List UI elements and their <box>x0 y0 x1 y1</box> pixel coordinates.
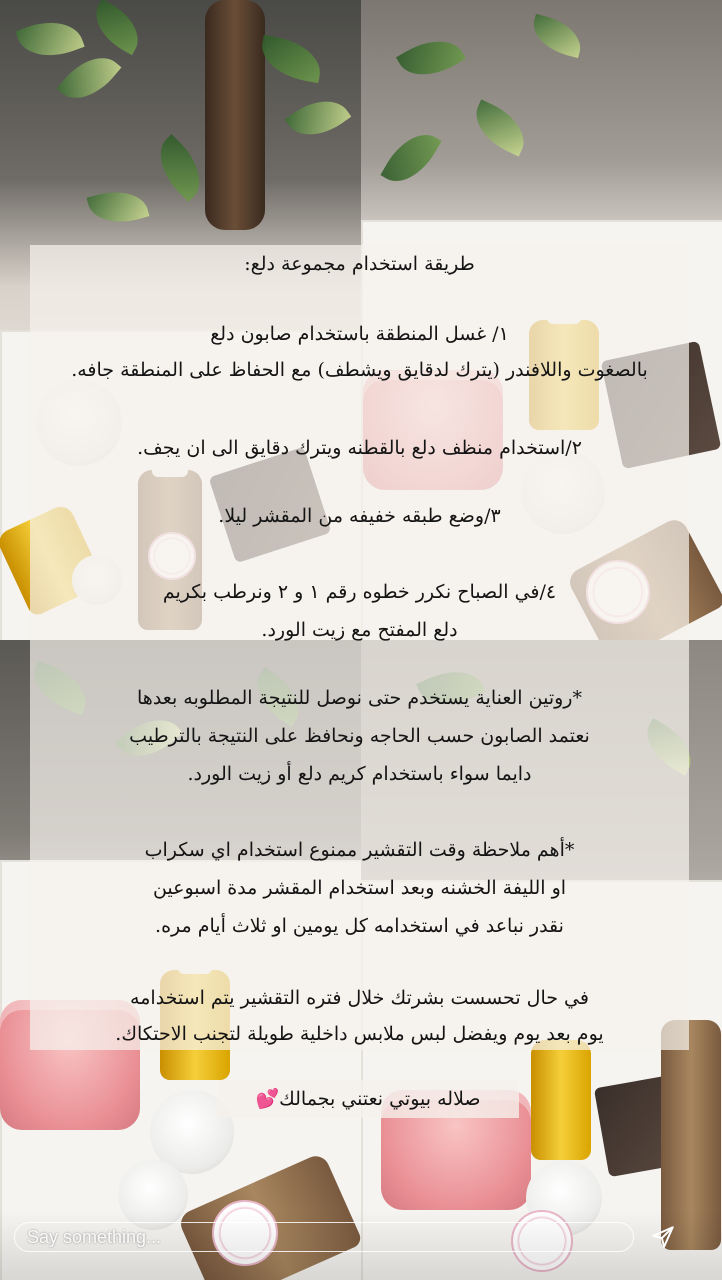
leaf <box>87 183 150 230</box>
step-1-line-2: بالصغوت واللافندر (يترك لدقايق ويشطف) مع الحفاظ على المنطقة جافه. <box>71 359 648 381</box>
leaf <box>380 123 441 193</box>
note-exfoliation-line-1: *أهم ملاحظة وقت التقشير ممنوع استخدام اي سكراب <box>144 839 575 861</box>
note-exfoliation-line-2: او الليفة الخشنه وبعد استخدام المقشر مدة اسبوعين <box>152 877 567 899</box>
reply-input[interactable] <box>14 1222 634 1252</box>
reply-placeholder: Say something... <box>27 1227 162 1247</box>
plant-trunk <box>205 0 265 230</box>
step-1-line-1: ١/ غسل المنطقة باستخدام صابون دلع <box>210 323 509 345</box>
signature-text: صلاله بيوتي نعتني بجمالك <box>279 1088 481 1110</box>
note-routine-line-2: نعتمد الصابون حسب الحاجه ونحافظ على النتيجة بالترطيب <box>129 725 590 747</box>
note-exfoliation-line-3: نقدر نباعد في استخدامه كل يومين او ثلاث أيام مره. <box>155 915 564 937</box>
leaf <box>15 11 84 67</box>
leaf <box>528 14 587 58</box>
heart-emoji: 💕 <box>255 1088 280 1110</box>
brand-signature <box>217 1080 519 1118</box>
send-icon[interactable] <box>650 1224 676 1250</box>
note-routine-line-3: دايما سواء باستخدام كريم دلع أو زيت الورد. <box>187 763 532 785</box>
step-4-line-2: دلع المفتح مع زيت الورد. <box>261 619 458 641</box>
leaf <box>396 27 466 88</box>
note-sensitivity-line-1: في حال تحسست بشرتك خلال فتره التقشير يتم استخدامه <box>130 987 589 1009</box>
leaf <box>285 87 352 149</box>
step-3: ٣/وضع طبقه خفيفه من المقشر ليلا. <box>218 505 501 527</box>
leaf <box>146 134 214 202</box>
step-4-line-1: ٤/في الصباح نكرر خطوه رقم ١ و ٢ ونرطب بكريم <box>162 581 557 603</box>
leaf <box>466 99 534 156</box>
instructions-title: طريقة استخدام مجموعة دلع: <box>244 253 475 275</box>
instructions-overlay <box>30 245 689 1050</box>
leaf <box>85 0 149 55</box>
note-sensitivity-line-2: يوم بعد يوم ويفضل لبس ملابس داخلية طويلة لتجنب الاحتكاك. <box>115 1023 604 1045</box>
story-reply-bar <box>0 1210 722 1280</box>
step-2: ٢/استخدام منظف دلع بالقطنه ويترك دقايق الى ان يجف. <box>137 437 582 459</box>
leaf <box>257 35 325 83</box>
oil-bottle <box>531 1040 591 1160</box>
leaf <box>57 44 122 112</box>
note-routine-line-1: *روتين العناية يستخدم حتى نوصل للنتيجة المطلوبه بعدها <box>137 687 582 709</box>
